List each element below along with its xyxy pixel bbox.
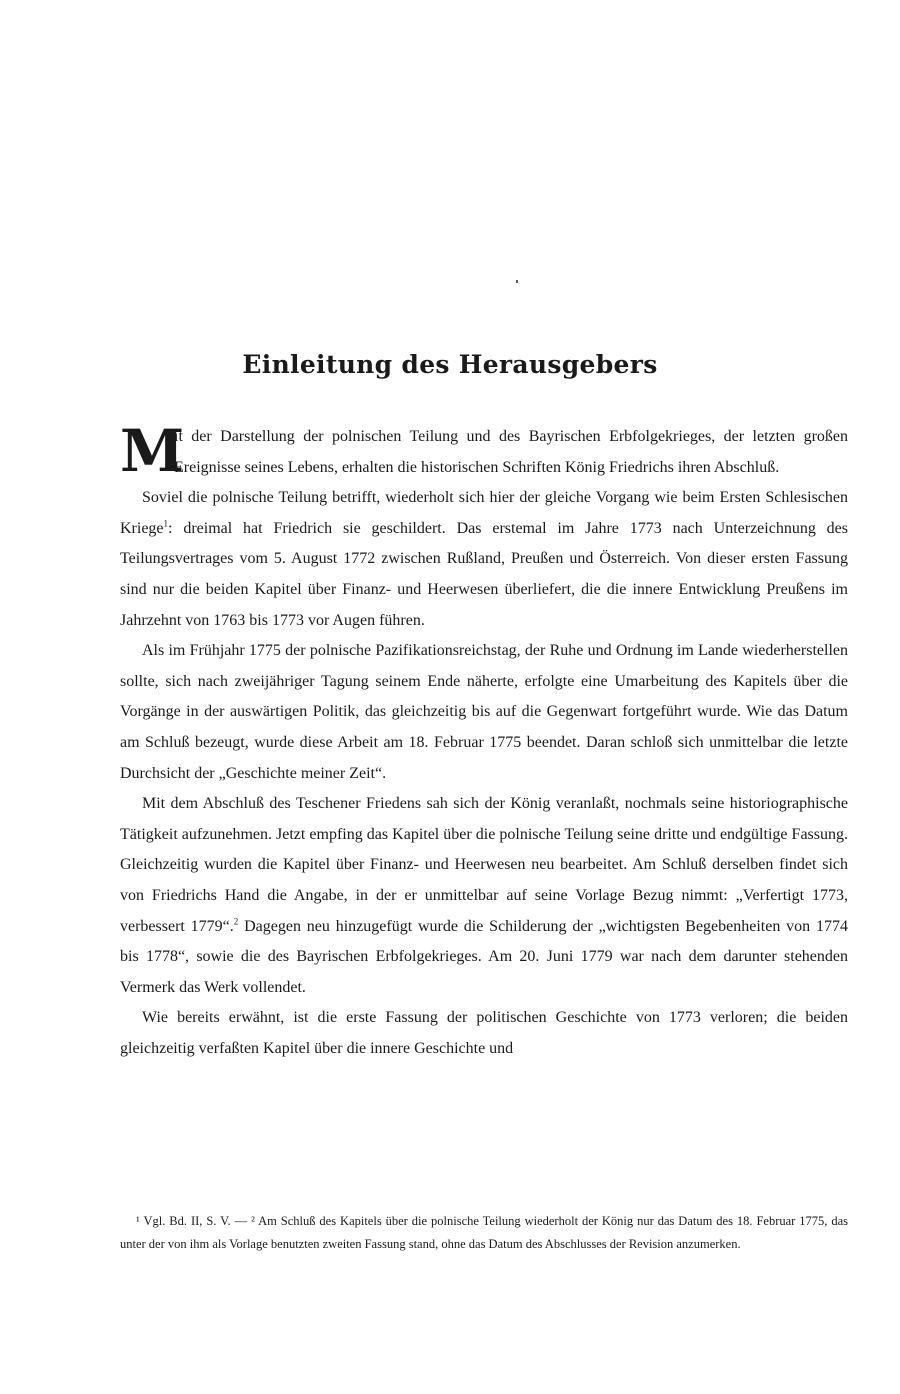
paragraph-4-text-a: Mit dem Abschluß des Teschener Friedens sah sich der König veranlaßt, nochmals seine historiographische Tätigkeit aufzunehmen. Jetzt empfing das Kapitel über die polnische Teilung seine dritte und endgültige Fassung. Gleichzeitig wurden die Kapitel über Finanz- und Heerwesen neu bearbeitet. Am Schluß derselben findet sich von Friedrichs Hand die Angabe, in der er unmittelbar auf seine Vorlage Bezug nimmt: „Verfertigt 1773, verbessert 1779“. [120,795,848,935]
body-text [120,417,848,1064]
stray-mark [516,280,518,283]
footnote-ref-2: 2 [233,916,239,927]
paragraph-5-text: Wie bereits erwähnt, ist die erste Fassung der politischen Geschichte von 1773 verloren; die beiden gleichzeitig verfaßten Kapitel über die innere Geschichte und [120,1009,848,1057]
paragraph-4 [120,789,848,1003]
paragraph-5 [120,1003,848,1064]
footnotes [120,1210,848,1255]
paragraph-1-text: it der Darstellung der polnischen Teilung und des Bayrischen Erbfolgekrieges, der letzten großen Ereignisse seines Lebens, erhalten die historischen Schriften König Friedrichs ihren Abschluß. [174,428,848,476]
paragraph-3 [120,636,848,789]
footnote-ref-1: 1 [163,518,169,529]
drop-cap: M [120,417,185,485]
paragraph-4-text-b: Dagegen neu hinzugefügt wurde die Schilderung der „wichtigsten Begebenheiten von 1774 bis 1778“, sowie die des Bayrischen Erbfolgekrieges. Am 20. Juni 1779 war nach dem darunter stehenden Vermerk das Werk vollendet. [120,917,848,996]
footnote-text: ¹ Vgl. Bd. II, S. V. — ² Am Schluß des Kapitels über die polnische Teilung wiederholt der König nur das Datum des 18. Februar 1775, das unter der von ihm als Vorlage benutzten zweiten Fassung stand, ohne das Datum des Abschlusses der Revision anzumerken. [120,1214,848,1251]
paragraph-2-text-b: : dreimal hat Friedrich sie geschildert. Das erstemal im Jahre 1773 nach Unterzeichnung des Teilungsvertrages vom 5. August 1772 zwischen Rußland, Preußen und Österreich. Von dieser ersten Fassung sind nur die beiden Kapitel über Finanz- und Heerwesen überliefert, die die innere Entwicklung Preußens im Jahrzehnt von 1763 bis 1773 vor Augen führen. [120,519,848,629]
paragraph-3-text: Als im Frühjahr 1775 der polnische Pazifikationsreichstag, der Ruhe und Ordnung im Lande wiederherstellen sollte, sich nach zweijähriger Tagung seinem Ende näherte, erfolgte eine Umarbeitung des Kapitels über die Vorgänge in der auswärtigen Politik, das gleichzeitig bis auf die Gegenwart fortgeführt wurde. Wie das Datum am Schluß bezeugt, wurde diese Arbeit am 18. Februar 1775 beendet. Daran schloß sich unmittelbar die letzte Durchsicht der „Geschichte meiner Zeit“. [120,642,848,782]
paragraph-2-text-a: Soviel die polnische Teilung betrifft, wiederholt sich hier der gleiche Vorgang wie beim Ersten Schlesischen Kriege [120,489,848,537]
paragraph-2 [120,483,848,636]
chapter-title: Einleitung des Herausgebers [242,350,658,379]
paragraph-1 [120,417,848,485]
